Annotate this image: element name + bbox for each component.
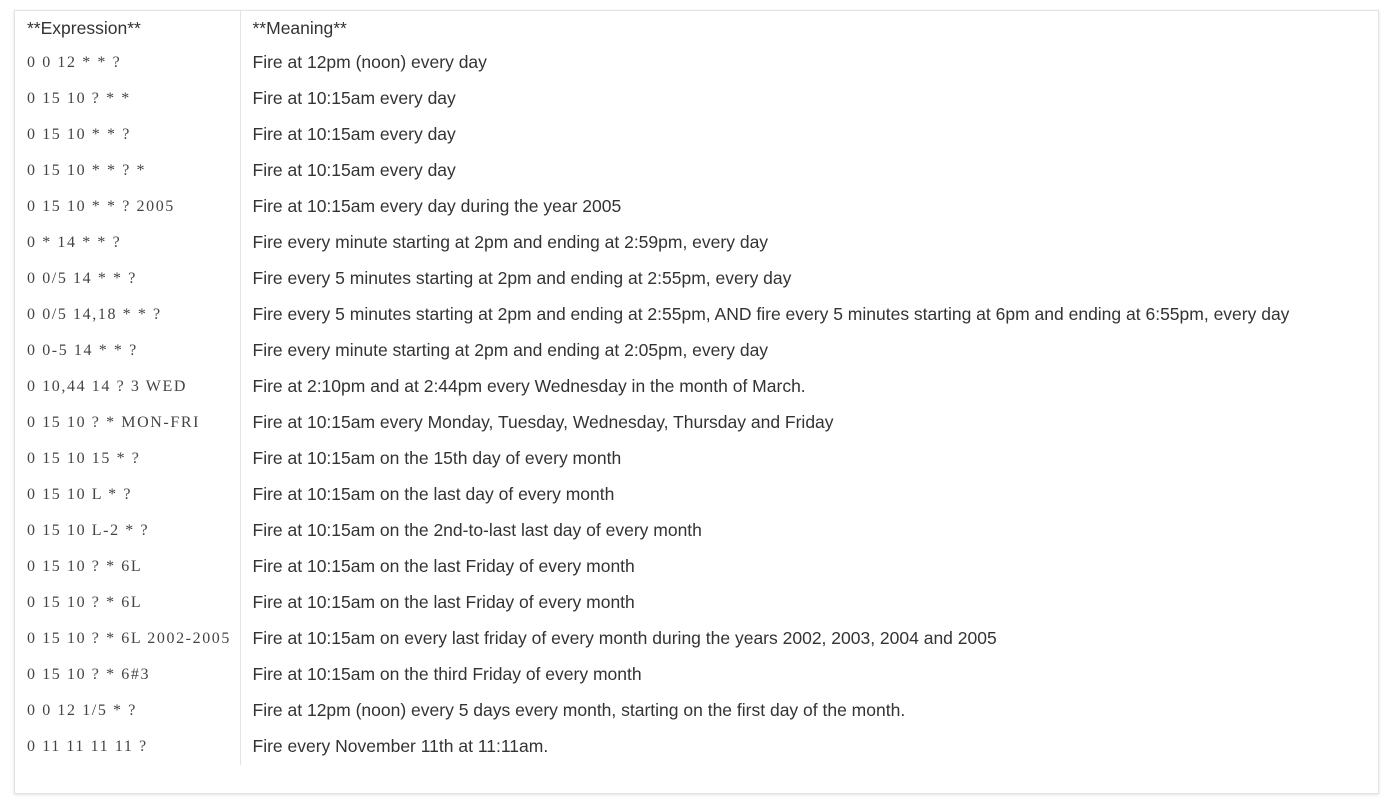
expression-cell: 0 0/5 14,18 * * ?: [15, 297, 240, 333]
table-row: [15, 693, 1378, 729]
meaning-cell: Fire at 10:15am on every last friday of every month during the years 2002, 2003, 2004 and 2005: [252, 628, 997, 648]
meaning-cell: Fire at 10:15am on the last day of every month: [252, 484, 615, 504]
table-row: [15, 657, 1378, 693]
expression-cell: 0 15 10 * * ?: [15, 117, 240, 153]
table-header-row: [15, 11, 1378, 45]
expression-cell: 0 15 10 ? * *: [15, 81, 240, 117]
table-row: [15, 513, 1378, 549]
table-row: [15, 621, 1378, 657]
table-row: [15, 477, 1378, 513]
expression-cell: 0 15 10 ? * 6L: [15, 585, 240, 621]
expression-cell: 0 0 12 1/5 * ?: [15, 693, 240, 729]
table-row: [15, 225, 1378, 261]
table-row: [15, 441, 1378, 477]
meaning-cell: Fire at 12pm (noon) every 5 days every month, starting on the first day of the month.: [252, 700, 906, 720]
expression-cell: 0 * 14 * * ?: [15, 225, 240, 261]
table-row: [15, 585, 1378, 621]
meaning-column-header: **Meaning**: [252, 18, 347, 38]
meaning-cell: Fire at 10:15am every day: [252, 124, 456, 144]
cron-expression-table: [14, 10, 1379, 794]
expression-cell: 0 10,44 14 ? 3 WED: [15, 369, 240, 405]
expression-cell: 0 15 10 ? * 6#3: [15, 657, 240, 693]
meaning-cell: Fire every minute starting at 2pm and ending at 2:59pm, every day: [252, 232, 769, 252]
meaning-cell: Fire at 10:15am every day: [252, 160, 456, 180]
expression-cell: 0 15 10 ? * 6L 2002-2005: [15, 621, 240, 657]
meaning-cell: Fire every minute starting at 2pm and ending at 2:05pm, every day: [252, 340, 769, 360]
table-row: [15, 45, 1378, 81]
meaning-cell: Fire at 10:15am every day during the year 2005: [252, 196, 622, 216]
expression-cell: 0 11 11 11 11 ?: [15, 729, 240, 765]
meaning-cell: Fire at 12pm (noon) every day: [252, 52, 487, 72]
table-row: [15, 117, 1378, 153]
expression-cell: 0 0-5 14 * * ?: [15, 333, 240, 369]
expression-cell: 0 15 10 * * ? 2005: [15, 189, 240, 225]
table-row: [15, 261, 1378, 297]
expression-cell: 0 15 10 ? * MON-FRI: [15, 405, 240, 441]
expression-column-header: **Expression**: [15, 11, 240, 45]
cron-table: [15, 11, 1378, 765]
expression-cell: 0 15 10 * * ? *: [15, 153, 240, 189]
meaning-cell: Fire at 10:15am on the third Friday of every month: [252, 664, 642, 684]
meaning-cell: Fire every November 11th at 11:11am.: [252, 736, 549, 756]
expression-cell: 0 15 10 15 * ?: [15, 441, 240, 477]
table-row: [15, 153, 1378, 189]
table-body: [15, 45, 1378, 765]
table-row: [15, 333, 1378, 369]
meaning-cell: Fire at 10:15am on the last Friday of every month: [252, 592, 635, 612]
meaning-cell: Fire every 5 minutes starting at 2pm and ending at 2:55pm, AND fire every 5 minutes starting at 6pm and ending at 6:55pm, every day: [252, 304, 1290, 324]
table-row: [15, 405, 1378, 441]
expression-cell: 0 0 12 * * ?: [15, 45, 240, 81]
meaning-cell: Fire every 5 minutes starting at 2pm and ending at 2:55pm, every day: [252, 268, 792, 288]
table-row: [15, 549, 1378, 585]
meaning-cell: Fire at 10:15am on the 2nd-to-last last day of every month: [252, 520, 702, 540]
meaning-cell: Fire at 10:15am every day: [252, 88, 456, 108]
table-row: [15, 729, 1378, 765]
expression-cell: 0 15 10 ? * 6L: [15, 549, 240, 585]
expression-cell: 0 15 10 L * ?: [15, 477, 240, 513]
meaning-cell: Fire at 10:15am every Monday, Tuesday, Wednesday, Thursday and Friday: [252, 412, 834, 432]
table-row: [15, 189, 1378, 225]
expression-cell: 0 15 10 L-2 * ?: [15, 513, 240, 549]
expression-cell: 0 0/5 14 * * ?: [15, 261, 240, 297]
table-row: [15, 369, 1378, 405]
meaning-cell: Fire at 2:10pm and at 2:44pm every Wednesday in the month of March.: [252, 376, 806, 396]
table-row: [15, 297, 1378, 333]
meaning-cell: Fire at 10:15am on the last Friday of every month: [252, 556, 635, 576]
table-row: [15, 81, 1378, 117]
meaning-cell: Fire at 10:15am on the 15th day of every month: [252, 448, 622, 468]
